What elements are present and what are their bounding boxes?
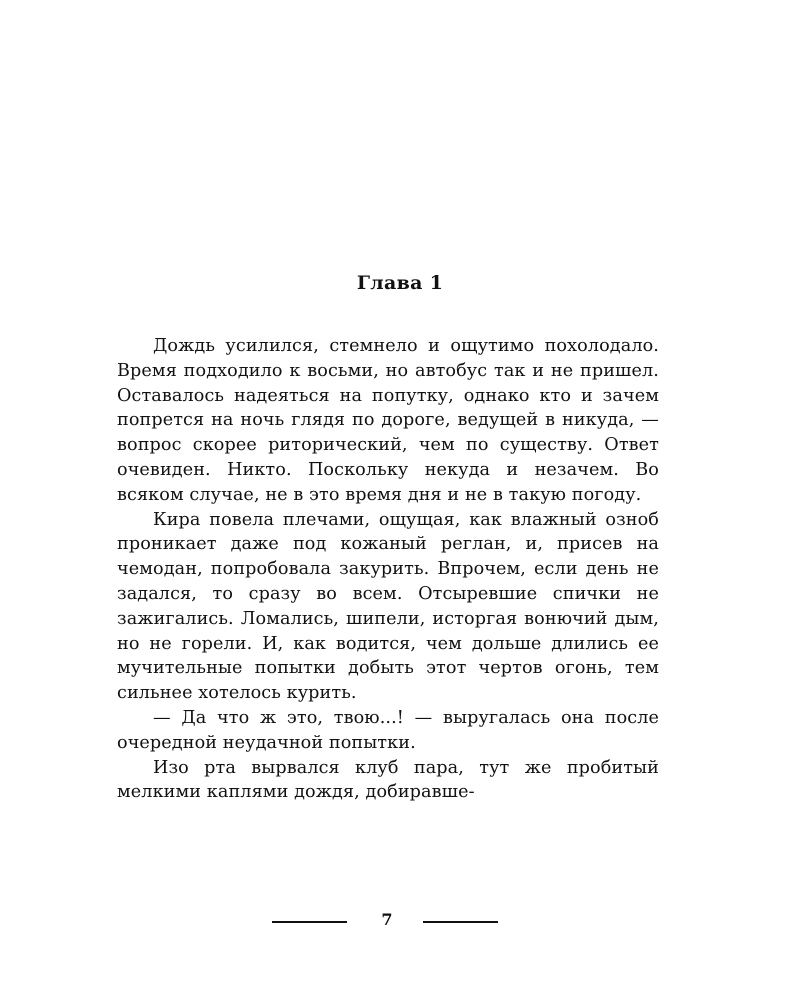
footer-rule-right — [423, 921, 498, 923]
chapter-title: Глава 1 — [356, 272, 444, 294]
page-number: 7 — [381, 910, 393, 929]
body-text — [117, 334, 659, 805]
paragraph-2: Кира повела плечами, ощущая, как влажный озноб проникает даже под кожаный реглан, и, присев на чемодан, попробовала закурить. Впрочем, если день не задался, то сразу во всем. Отсыревшие спички не зажигались. Ломались, шипели, исторгая вонючий дым, но не горели. И, как водится, чем дольше длились ее мучительные попытки добыть этот чертов огонь, тем сильнее хотелось курить. — [117, 509, 659, 704]
paragraph-3: — Да что ж это, твою...! — выругалась она после очередной неудачной попытки. — [117, 707, 659, 753]
paragraph-4: Изо рта вырвался клуб пара, тут же пробитый мелкими каплями дождя, добиравше- — [117, 757, 659, 803]
footer-rule-left — [272, 921, 347, 923]
page-footer — [0, 909, 800, 933]
paragraph-1: Дождь усилился, стемнело и ощутимо похолодало. Время подходило к восьми, но автобус так и не пришел. Оставалось надеяться на попутку, однако кто и зачем попрется на ночь глядя по дороге, ведущей в никуда, — вопрос скорее риторический, чем по существу. Ответ очевиден. Никто. Поскольку некуда и незачем. Во всяком случае, не в это время дня и не в такую погоду. — [117, 336, 659, 505]
